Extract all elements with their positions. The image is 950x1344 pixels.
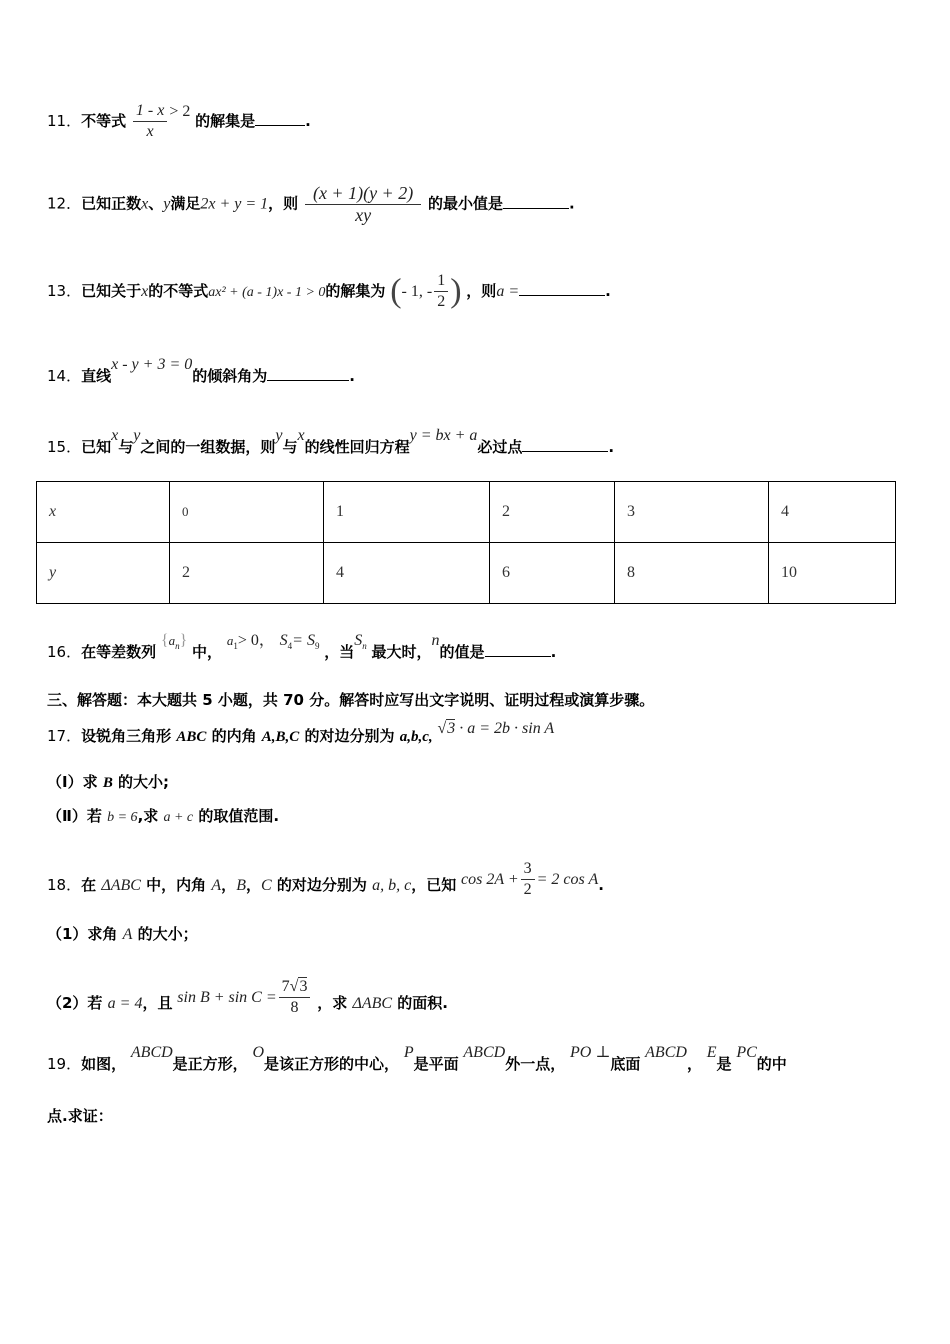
- fraction: $\frac{1}{2}$: [434, 272, 448, 311]
- fraction: $\frac{3}{2}$: [521, 860, 535, 899]
- fraction: $\frac{(x + 1)(y + 2)}{xy}$: [305, 184, 421, 224]
- question-18-part-1: （1）求角 A 的大小；: [47, 925, 198, 943]
- fraction: $\frac{7√3}{8}$: [279, 978, 311, 1017]
- question-19: 19．如图， ABCD是正方形， O是该正方形的中心， P是平面 ABCD外一点， PO ⊥底面 ABCD， E是 PC的中: [47, 1044, 787, 1073]
- question-15: 15．已知x与y之间的一组数据，则y与x的线性回归方程y = bx + a必过点 .: [47, 427, 615, 456]
- data-table: [36, 481, 896, 604]
- answer-blank[interactable]: [519, 281, 605, 296]
- answer-blank[interactable]: [267, 366, 349, 381]
- answer-blank[interactable]: [503, 194, 569, 209]
- question-17: 17．设锐角三角形 ABC 的内角 A,B,C 的对边分别为 a,b,c, √3 · a = 2b · sin A: [47, 720, 555, 745]
- question-14: 14．直线x - y + 3 = 0的倾斜角为 .: [47, 356, 355, 385]
- question-12: 12．已知正数x、y满足2x + y = 1，则 $\frac{(x + 1)(y + 2)}{xy}$ 的最小值是 .: [47, 183, 575, 225]
- answer-blank[interactable]: [522, 437, 608, 452]
- question-13: 13．已知关于x的不等式ax² + (a - 1)x - 1 > 0的解集为 (- 1, - $\frac{1}{2}$ ) ，则a = .: [47, 272, 611, 310]
- question-18: 18．在 ΔABC 中，内角 A，B，C 的对边分别为 a, b, c，已知 cos 2A + $\frac{3}{2}$ = 2 cos A.: [47, 860, 604, 898]
- question-number: 11．: [47, 112, 82, 130]
- table-row: y 2 4 6 8 10: [37, 543, 896, 604]
- table-row: x 0 1 2 3 4: [37, 482, 896, 543]
- question-16: 16．在等差数列 $\{a_n\}$ 中， $a_1> 0$， $S_4= S_9$ ，当$S_n$ 最大时，n的值是 .: [47, 632, 557, 661]
- question-17-part-2: （Ⅱ）若 b = 6,求 a + c 的取值范围.: [47, 807, 280, 825]
- section-heading: 三、解答题：本大题共 5 小题，共 70 分。解答时应写出文字说明、证明过程或演算步骤。: [47, 691, 655, 709]
- question-19-line-2: 点.求证：: [47, 1107, 113, 1125]
- fraction: $\frac{1 - x}{x}$: [133, 102, 167, 141]
- question-11: 11．不等式 $\frac{1 - x}{x}$ > 2 的解集是 .: [47, 102, 311, 140]
- question-17-part-1: （Ⅰ）求 B 的大小;: [47, 773, 170, 791]
- answer-blank[interactable]: [485, 642, 551, 657]
- question-18-part-2: （2）若 a = 4，且 sin B + sin C = $\frac{7√3}{8}$ ，求 ΔABC 的面积.: [47, 978, 448, 1016]
- answer-blank[interactable]: [255, 111, 305, 126]
